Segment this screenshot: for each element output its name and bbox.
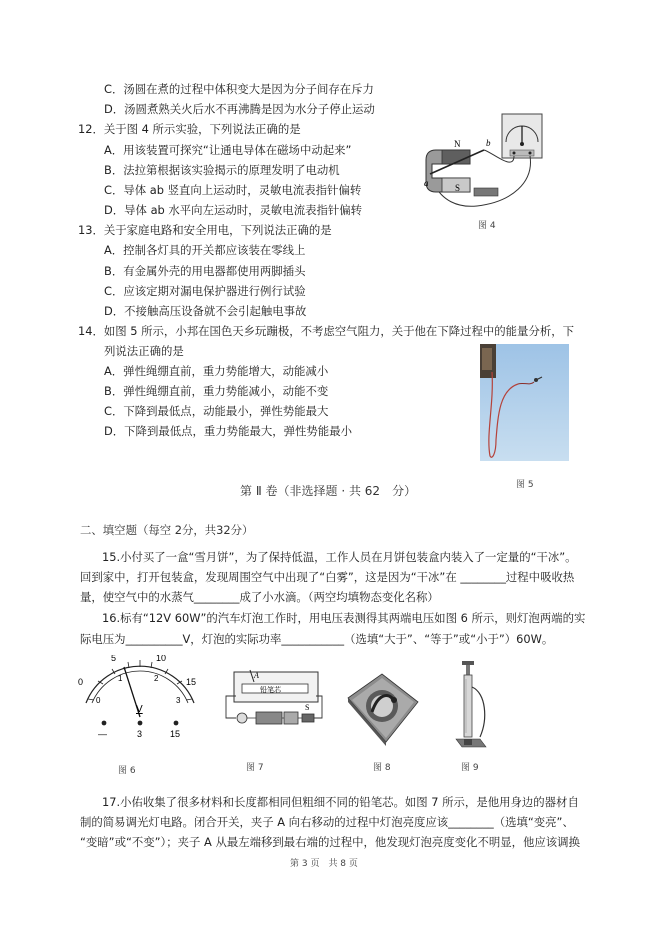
figure-5-caption: 图 5: [516, 480, 534, 490]
q15-line3: 量，使空气中的水蒸气________成了小水滴。（两空均填物态变化名称）: [80, 590, 439, 604]
q16-line1: 16.标有“12V 60W”的汽车灯泡工作时，用电压表测得其两端电压如图 6 所示，则灯泡两端的实: [102, 611, 586, 625]
figure-7-caption: 图 7: [246, 763, 264, 773]
q14-option-a: A．弹性绳绷直前，重力势能增大，动能减小: [104, 364, 329, 378]
figure-8-photo: [342, 668, 422, 748]
scale-top-15: 15: [186, 677, 197, 687]
q12-stem: 12．关于图 4 所示实验，下列说法正确的是: [78, 122, 301, 136]
pencil-lead-label: 铅笔芯: [260, 686, 281, 694]
clip-a-label: A: [254, 671, 259, 680]
q17-line2: 制的简易调光灯电路。闭合开关，夹子 A 向右移动的过程中灯泡亮度应该________（选填“变亮”、: [80, 815, 574, 829]
figure-9-photo: [452, 659, 492, 751]
scale-bottom-2: 2: [154, 674, 159, 683]
q14-option-b: B．弹性绳绷直前，重力势能减小，动能不变: [104, 384, 329, 398]
q11-option-c: C．汤圆在煮的过程中体积变大是因为分子间存在斥力: [104, 82, 374, 96]
scale-top-5: 5: [111, 655, 117, 663]
fig4-label-s: S: [455, 183, 461, 193]
figure-5-photo: [480, 344, 569, 461]
unit-v: V: [136, 704, 143, 715]
figure-6-voltmeter: [78, 655, 200, 739]
q12-option-d: D．导体 ab 水平向左运动时，灵敏电流表指针偏转: [104, 203, 363, 217]
figure-6-caption: 图 6: [118, 766, 136, 776]
terminal-3: 3: [137, 729, 143, 739]
q14-stem-line2: 列说法正确的是: [104, 344, 184, 358]
scale-bottom-3: 3: [176, 696, 181, 705]
q13-option-c: C．应该定期对漏电保护器进行例行试验: [104, 284, 306, 298]
q13-option-b: B．有金属外壳的用电器都使用两脚插头: [104, 264, 306, 278]
q13-option-d: D．不接触高压设备就不会引起触电事故: [104, 304, 307, 318]
q17-line3: “变暗”或“不变”）；夹子 A 从最左端移到最右端的过程中，他发现灯泡亮度变化不明显，他应该调换: [80, 835, 580, 849]
fig4-label-b: b: [486, 138, 491, 148]
figure-4-caption: 图 4: [478, 221, 496, 231]
q14-option-c: C．下降到最低点，动能最小，弹性势能最大: [104, 404, 329, 418]
q17-line1: 17.小佑收集了很多材料和长度都相同但粗细不同的铅笔芯。如图 7 所示，是他用身边的器材自: [102, 795, 579, 809]
page-footer: 第 3 页 共 8 页: [290, 859, 358, 869]
scale-bottom-1: 1: [118, 674, 123, 683]
figure-4: [422, 112, 552, 214]
q12-option-c: C．导体 ab 竖直向上运动时，灵敏电流表指针偏转: [104, 183, 362, 197]
scale-bottom-0: 0: [96, 696, 101, 705]
figure-9-caption: 图 9: [461, 763, 479, 773]
q12-option-a: A．用该装置可探究“让通电导体在磁场中动起来”: [104, 143, 352, 157]
q13-option-a: A．控制各灯具的开关都应该装在零线上: [104, 243, 306, 257]
q13-stem: 13．关于家庭电路和安全用电，下列说法正确的是: [78, 223, 332, 237]
q15-line1: 15.小付买了一盒“雪月饼”，为了保持低温，工作人员在月饼包装盒内装入了一定量的“干冰”。: [102, 550, 577, 564]
scale-top-10: 10: [156, 655, 167, 663]
figure-8-caption: 图 8: [373, 763, 391, 773]
terminal-neg: —: [98, 729, 107, 739]
scale-top-0: 0: [78, 677, 84, 687]
fig4-label-n: N: [454, 139, 461, 149]
figure-7-circuit: [222, 668, 326, 730]
q16-line2: 际电压为__________V，灯泡的实际功率___________（选填“大于”、“等于”或“小于”）60W。: [80, 632, 554, 646]
q14-option-d: D．下降到最低点，重力势能最大，弹性势能最小: [104, 424, 352, 438]
switch-s-label: S: [305, 703, 310, 712]
terminal-15: 15: [170, 729, 181, 739]
part2-title: 第 Ⅱ 卷（非选择题 · 共 62 分）: [240, 484, 417, 498]
fig4-label-a: a: [424, 178, 429, 188]
q15-line2: 回到家中，打开包装盒，发现周围空气中出现了“白雾”，这是因为“干冰”在 ________过程中吸收热: [80, 570, 575, 584]
q11-option-d: D．汤圆煮熟关火后水不再沸腾是因为水分子停止运动: [104, 102, 375, 116]
section2-title: 二、填空题（每空 2分，共32分）: [80, 523, 254, 537]
q12-option-b: B．法拉第根据该实验揭示的原理发明了电动机: [104, 163, 340, 177]
q14-stem-line1: 14．如图 5 所示，小邦在国色天乡玩蹦极，不考虑空气阻力，关于他在下降过程中的能量分析，下: [78, 324, 575, 338]
